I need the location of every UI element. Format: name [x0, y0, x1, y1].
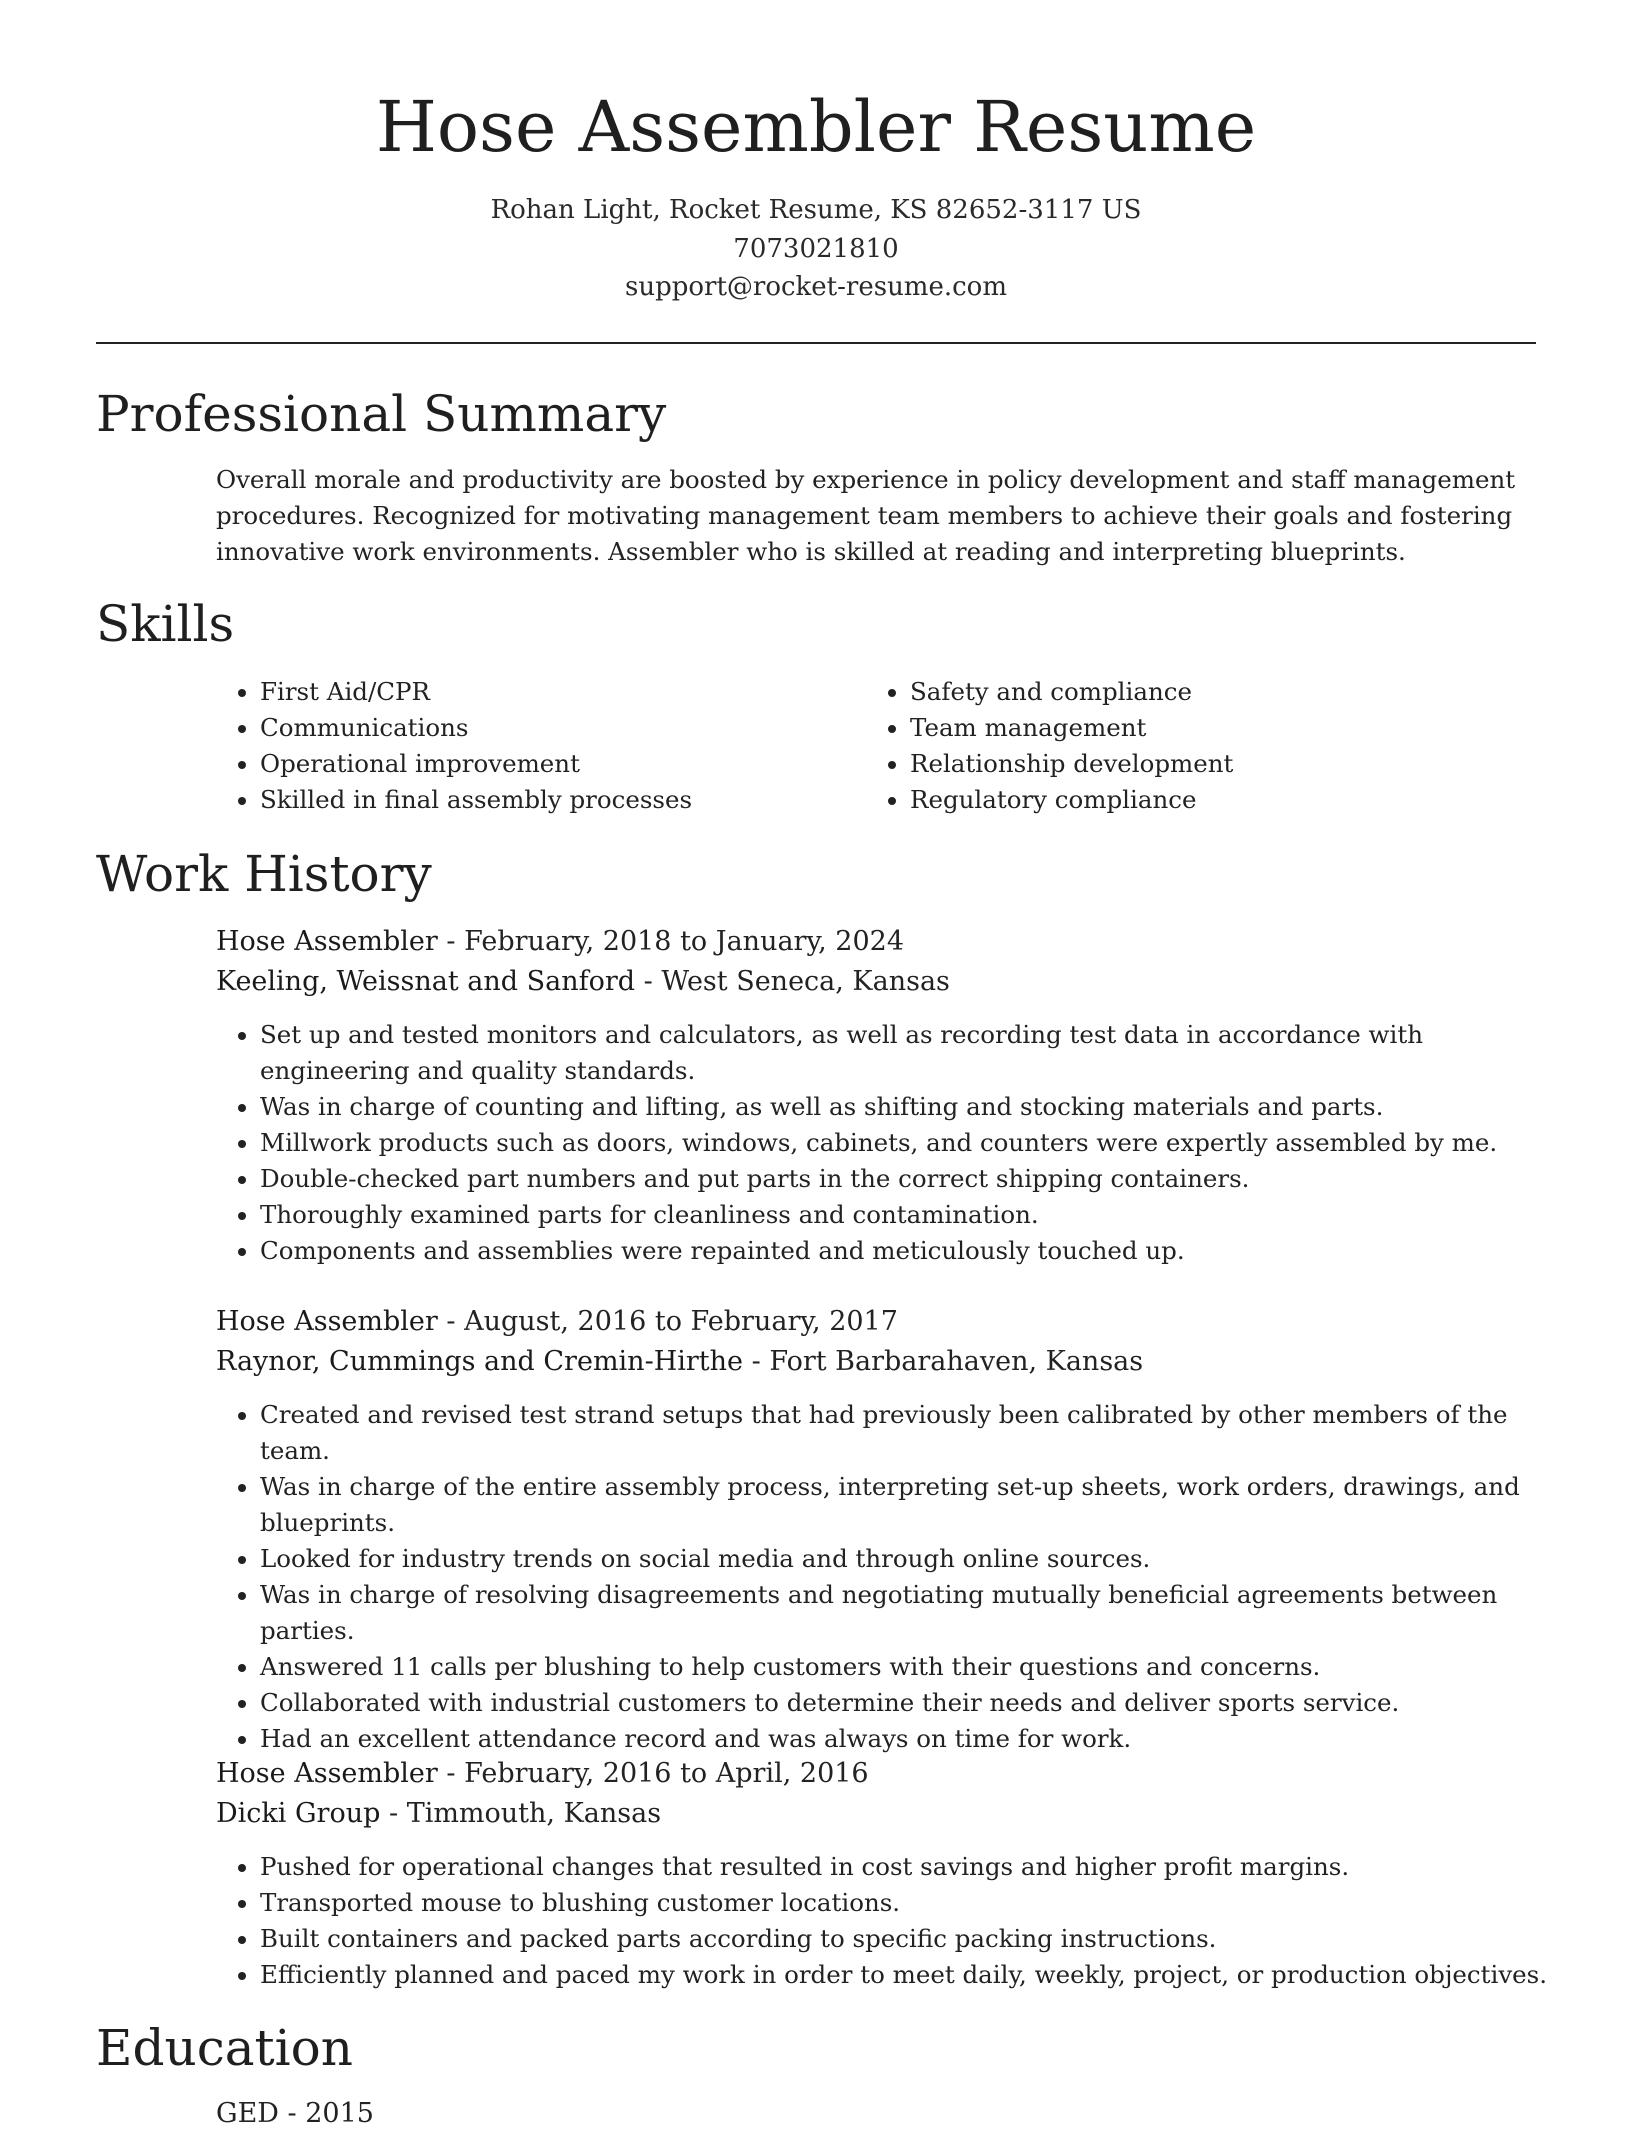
contact-address: Rohan Light, Rocket Resume, KS 82652-3117 US: [490, 195, 1142, 225]
job-location: Fort Barbarahaven, Kansas: [769, 1346, 1144, 1377]
list-item: • Looked for industry trends on social media and through online sources.: [260, 1541, 1580, 1577]
job-company: Raynor, Cummings and Cremin-Hirthe: [216, 1346, 744, 1377]
list-item: • Pushed for operational changes that resulted in cost savings and higher profit margins.: [260, 1849, 1580, 1885]
list-item: • Was in charge of the entire assembly process, interpreting set-up sheets, work orders, drawings, and blueprints.: [260, 1469, 1580, 1541]
skill-item: • Relationship development: [910, 746, 1470, 782]
summary-text: Overall morale and productivity are boosted by experience in policy development and staff management procedures. Recognized for motivating management team members to achieve their goals and fostering innovative work environments. Assembler who is skilled at reading and interpreting blueprints.: [216, 465, 1516, 566]
job-dates: August, 2016 to February, 2017: [464, 1306, 898, 1337]
resume-title: Hose Assembler Resume: [375, 86, 1257, 168]
skill-item: • Communications: [260, 710, 820, 746]
education-entry: GED - 2015: [216, 2098, 374, 2129]
section-heading-work-history: Work History: [96, 845, 432, 903]
list-item: • Was in charge of counting and lifting, as well as shifting and stocking materials and parts.: [260, 1089, 1580, 1125]
list-item: • Efficiently planned and paced my work in order to meet daily, weekly, project, or production objectives.: [260, 1957, 1580, 1993]
list-item: • Double-checked part numbers and put parts in the correct shipping containers.: [260, 1161, 1580, 1197]
list-item: • Millwork products such as doors, windows, cabinets, and counters were expertly assembled by me.: [260, 1125, 1580, 1161]
job-title: Hose Assembler: [216, 1758, 438, 1789]
list-item: • Transported mouse to blushing customer locations.: [260, 1885, 1580, 1921]
job-bullets: [216, 1017, 1580, 1269]
job-company-line: Dicki Group - Timmouth, Kansas: [216, 1798, 662, 1829]
section-heading-skills: Skills: [96, 595, 235, 653]
skill-item: • Operational improvement: [260, 746, 820, 782]
skill-item: • Team management: [910, 710, 1470, 746]
skills-list-right: [866, 674, 1470, 818]
header-divider: [96, 342, 1536, 344]
list-item: • Had an excellent attendance record and was always on time for work.: [260, 1721, 1580, 1757]
skill-item: • First Aid/CPR: [260, 674, 820, 710]
job-title: Hose Assembler: [216, 926, 438, 957]
education-year: 2015: [305, 2098, 374, 2129]
job-title-line: Hose Assembler - August, 2016 to February, 2017: [216, 1306, 898, 1337]
job-title-line: Hose Assembler - February, 2018 to January, 2024: [216, 926, 905, 957]
contact-email: support@rocket-resume.com: [624, 272, 1007, 302]
job-location: Timmouth, Kansas: [406, 1798, 662, 1829]
job-dates: February, 2016 to April, 2016: [464, 1758, 869, 1789]
job-company-line: Raynor, Cummings and Cremin-Hirthe - Fort Barbarahaven, Kansas: [216, 1346, 1144, 1377]
job-company: Keeling, Weissnat and Sanford: [216, 966, 636, 997]
job-title: Hose Assembler: [216, 1306, 438, 1337]
skill-item: • Skilled in final assembly processes: [260, 782, 820, 818]
job-bullets: [216, 1849, 1580, 1993]
job-title-line: Hose Assembler - February, 2016 to April, 2016: [216, 1758, 869, 1789]
job-company-line: Keeling, Weissnat and Sanford - West Seneca, Kansas: [216, 966, 950, 997]
list-item: • Set up and tested monitors and calculators, as well as recording test data in accordance with engineering and quality standards.: [260, 1017, 1580, 1089]
skills-list-left: [216, 674, 820, 818]
list-item: • Collaborated with industrial customers to determine their needs and deliver sports service.: [260, 1685, 1580, 1721]
job-dates: February, 2018 to January, 2024: [464, 926, 905, 957]
job-bullets: [216, 1397, 1580, 1757]
job-location: West Seneca, Kansas: [661, 966, 950, 997]
list-item: • Built containers and packed parts according to specific packing instructions.: [260, 1921, 1580, 1957]
job-company: Dicki Group: [216, 1798, 381, 1829]
section-heading-education: Education: [96, 2019, 353, 2077]
list-item: • Components and assemblies were repainted and meticulously touched up.: [260, 1233, 1580, 1269]
skill-item: • Regulatory compliance: [910, 782, 1470, 818]
list-item: • Was in charge of resolving disagreements and negotiating mutually beneficial agreements between parties.: [260, 1577, 1580, 1649]
education-degree: GED: [216, 2098, 279, 2129]
list-item: • Answered 11 calls per blushing to help customers with their questions and concerns.: [260, 1649, 1580, 1685]
list-item: • Created and revised test strand setups that had previously been calibrated by other members of the team.: [260, 1397, 1580, 1469]
skill-item: • Safety and compliance: [910, 674, 1470, 710]
list-item: • Thoroughly examined parts for cleanliness and contamination.: [260, 1197, 1580, 1233]
section-heading-summary: Professional Summary: [96, 385, 667, 443]
contact-phone: 7073021810: [733, 234, 899, 264]
